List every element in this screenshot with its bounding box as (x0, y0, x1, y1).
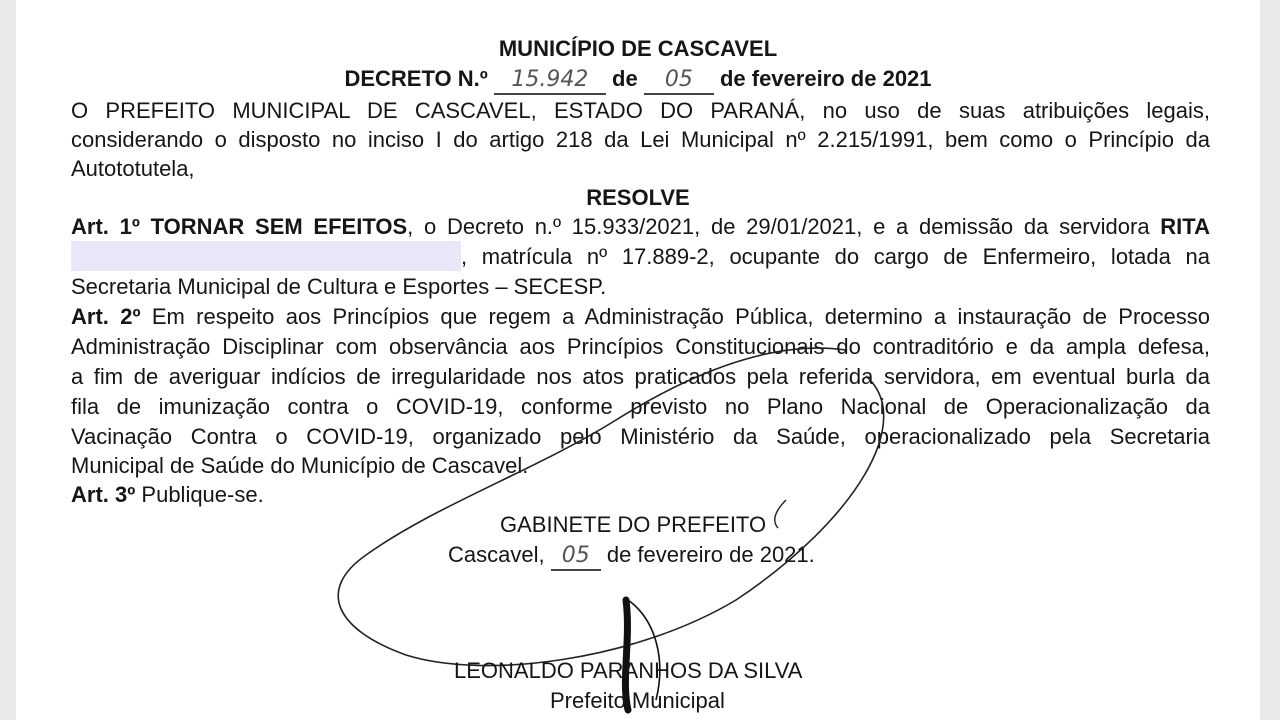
art1-line-2: , matrícula nº 17.889-2, ocupante do cargo de Enfermeiro, lotada na (461, 244, 1210, 269)
art2-line-3: a fim de averiguar indícios de irregularidade nos atos praticados pela referida servidora, em eventual burla da (71, 364, 1210, 389)
municipality-text: MUNICÍPIO DE CASCAVEL (498, 36, 778, 61)
document-page (16, 0, 1260, 720)
art1-name-start: RITA (1160, 214, 1210, 239)
preamble-line-1: O PREFEITO MUNICIPAL DE CASCAVEL, ESTADO DO PARANÁ, no uso de suas atribuições legais, (71, 98, 1210, 123)
art1-line-1 (71, 212, 1210, 242)
redacted-name-box (71, 241, 461, 271)
preamble-line-2: considerando o disposto no inciso I do artigo 218 da Lei Municipal nº 2.215/1991, bem como o Princípio da (71, 127, 1210, 152)
decree-date-suffix: de fevereiro de 2021 (719, 66, 932, 91)
art1-line-3: Secretaria Municipal de Cultura e Esportes – SECESP. (71, 274, 607, 299)
municipality-title (16, 34, 1260, 64)
art2-label: Art. 2º (71, 304, 141, 329)
resolve-heading: RESOLVE (586, 185, 690, 210)
decree-date-de: de (612, 66, 638, 91)
decree-number-handwritten: 15.942 (494, 67, 606, 95)
art2-line-6: Municipal de Saúde do Município de Cascavel. (71, 453, 529, 478)
art2-line-2: Administração Disciplinar com observância aos Princípios Constitucionais do contraditório e da ampla defesa, (71, 334, 1210, 359)
art1-label: Art. 1º (71, 214, 140, 239)
art2-text: Em respeito aos Princípios que regem a Administração Pública, determino a instauração de Processo (151, 304, 1210, 329)
preamble-line-3: Autototutela, (71, 156, 195, 181)
art2-line-1 (71, 302, 1210, 332)
closing-date-line (448, 540, 815, 571)
closing-office: GABINETE DO PREFEITO (500, 512, 767, 537)
art1-text: , o Decreto n.º 15.933/2021, de 29/01/2021, e a demissão da servidora (407, 214, 1150, 239)
signatory-title: Prefeito Municipal (550, 688, 725, 713)
closing-day-handwritten: 05 (551, 543, 601, 571)
art3-label: Art. 3º (71, 482, 136, 507)
decree-day-handwritten: 05 (644, 67, 714, 95)
closing-date-rest: de fevereiro de 2021. (606, 542, 815, 567)
decree-prefix: DECRETO N.º (344, 66, 488, 91)
art2-line-5: Vacinação Contra o COVID-19, organizado pelo Ministério da Saúde, operacionalizado pela Secretaria (71, 424, 1210, 449)
art1-bold-phrase: TORNAR SEM EFEITOS (150, 214, 408, 239)
art2-line-4: fila de imunização contra o COVID-19, conforme previsto no Plano Nacional de Operacionalização da (71, 394, 1210, 419)
art3-line (71, 480, 264, 510)
art3-text: Publique-se. (141, 482, 264, 507)
closing-city: Cascavel, (448, 542, 545, 567)
decree-title (16, 64, 1260, 95)
signatory-name: LEONALDO PARANHOS DA SILVA (454, 658, 803, 683)
